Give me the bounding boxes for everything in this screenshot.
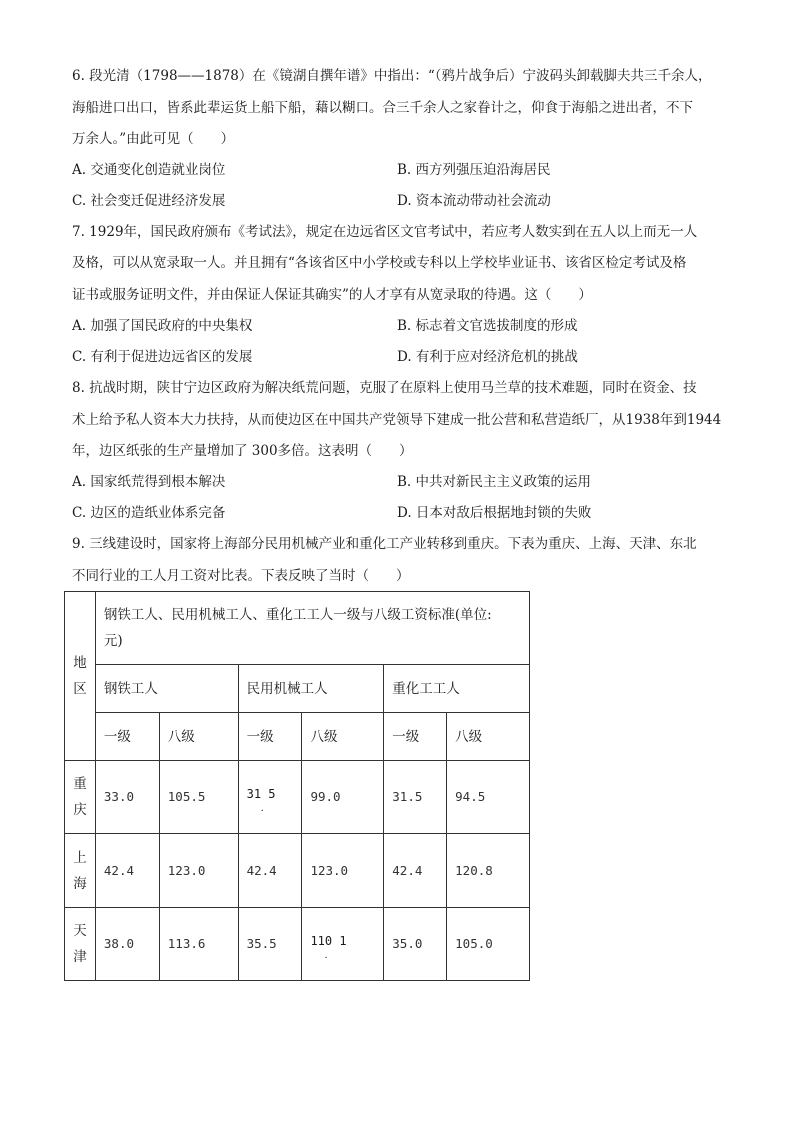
q6-stem-line-1: 6. 段光清（1798——1878）在《镜湖自撰年谱》中指出：“（鸦片战争后）宁波码头卸载脚夫共三千余人， <box>72 68 712 84</box>
q7-option-a[interactable]: A. 加强了国民政府的中央集权 <box>72 318 253 334</box>
region-char: 上 <box>73 849 87 866</box>
value-cell: 94.5 <box>447 761 530 834</box>
value-cell: 105.5 <box>159 761 238 834</box>
region-char: 天 <box>73 923 87 939</box>
table-title-line-1: 钢铁工人、民用机械工人、重化工工人一级与八级工资标准(单位: <box>103 607 492 623</box>
value-cell: 35.5 <box>238 908 302 981</box>
table-row-shanghai <box>65 834 530 908</box>
value-cell: 42.4 <box>95 834 159 908</box>
region-char: 重 <box>73 776 87 792</box>
region-char: 津 <box>73 949 87 965</box>
region-header-char-2: 区 <box>73 681 87 697</box>
region-header-cell <box>65 592 96 761</box>
level-header-cell: 一级 <box>238 713 302 761</box>
region-char: 海 <box>73 875 87 892</box>
group-steel: 钢铁工人 <box>95 665 238 713</box>
q6-option-d[interactable]: D. 资本流动带动社会流动 <box>397 193 551 209</box>
group-civil-machinery: 民用机械工人 <box>238 665 384 713</box>
value-cell: 42.4 <box>238 834 302 908</box>
table-row-chongqing <box>65 761 530 834</box>
region-cell <box>65 761 96 834</box>
q6-stem-line-2: 海船进口出口，皆系此辈运货上船下船，藉以糊口。合三千余人之家眷计之，仰食于海船之进出者，不下 <box>72 100 693 116</box>
decimal-dot: · <box>260 806 264 817</box>
region-cell <box>65 834 96 908</box>
value-cell-misprinted <box>302 908 384 981</box>
decimal-dot: · <box>324 953 328 964</box>
table-title-row <box>65 592 530 665</box>
value-cell: 38.0 <box>95 908 159 981</box>
value-cell: 35.0 <box>384 908 447 981</box>
value-cell-misprinted <box>238 761 302 834</box>
q9-stem-line-1: 9. 三线建设时，国家将上海部分民用机械产业和重化工产业转移到重庆。下表为重庆、上海、天津、东北 <box>72 536 697 552</box>
q7-stem-line-3: 证书或服务证明文件，并由保证人保证其确实”的人才享有从宽录取的待遇。这（ ） <box>72 287 592 303</box>
q8-option-d[interactable]: D. 日本对敌后根据地封锁的失败 <box>397 505 592 521</box>
table-row-tianjin <box>65 908 530 981</box>
q8-option-a[interactable]: A. 国家纸荒得到根本解决 <box>72 474 226 490</box>
q8-stem-line-2: 术上给予私人资本大力扶持，从而使边区在中国共产党领导下建成一批公营和私营造纸厂，从1938年到1944 <box>72 412 722 428</box>
q7-stem-line-2: 及格，可以从宽录取一人。并且拥有“各该省区中小学校或专科以上学校毕业证书、该省区检定考试及格 <box>72 255 687 271</box>
q7-option-c[interactable]: C. 有利于促进边远省区的发展 <box>72 349 253 365</box>
q7-stem-line-1: 7. 1929年，国民政府颁布《考试法》，规定在边远省区文官考试中，若应考人数实到在五人以上而无一人 <box>72 224 698 240</box>
region-header-char-1: 地 <box>73 655 87 671</box>
value-cell: 113.6 <box>159 908 238 981</box>
q6-option-c[interactable]: C. 社会变迁促进经济发展 <box>72 193 226 209</box>
q6-option-a[interactable]: A. 交通变化创造就业岗位 <box>72 162 226 178</box>
q6-stem-line-3: 万余人。”由此可见（ ） <box>72 131 235 147</box>
region-cell <box>65 908 96 981</box>
value-cell: 123.0 <box>159 834 238 908</box>
group-header-row <box>65 665 530 713</box>
table-title-line-2: 元) <box>103 633 123 649</box>
level-header-cell: 一级 <box>95 713 159 761</box>
q6-option-b[interactable]: B. 西方列强压迫沿海居民 <box>397 162 551 178</box>
group-heavy-chemical: 重化工工人 <box>384 665 530 713</box>
q8-option-c[interactable]: C. 边区的造纸业体系完备 <box>72 505 226 521</box>
level-header-cell: 八级 <box>302 713 384 761</box>
q7-option-b[interactable]: B. 标志着文官选拔制度的形成 <box>397 318 578 334</box>
level-header-cell: 八级 <box>159 713 238 761</box>
value-text: 110 1 <box>310 934 347 948</box>
q9-stem-line-2: 不同行业的工人月工资对比表。下表反映了当时（ ） <box>72 568 410 584</box>
region-char: 庆 <box>73 802 87 818</box>
value-text: 31 5 <box>246 787 276 801</box>
wage-table <box>64 591 530 981</box>
value-cell: 33.0 <box>95 761 159 834</box>
value-cell: 31.5 <box>384 761 447 834</box>
level-header-cell: 一级 <box>384 713 447 761</box>
q7-option-d[interactable]: D. 有利于应对经济危机的挑战 <box>397 349 578 365</box>
table-title-cell <box>95 592 529 665</box>
level-header-cell: 八级 <box>447 713 530 761</box>
value-cell: 42.4 <box>384 834 447 908</box>
value-cell: 99.0 <box>302 761 384 834</box>
q8-stem-line-1: 8. 抗战时期，陕甘宁边区政府为解决纸荒问题，克服了在原料上使用马兰草的技术难题，同时在资金、技 <box>72 380 697 396</box>
value-cell: 105.0 <box>447 908 530 981</box>
q8-option-b[interactable]: B. 中共对新民主主义政策的运用 <box>397 474 592 490</box>
value-cell: 123.0 <box>302 834 384 908</box>
level-header-row <box>65 713 530 761</box>
q8-stem-line-3: 年，边区纸张的生产量增加了 300多倍。这表明（ ） <box>72 443 413 459</box>
value-cell: 120.8 <box>447 834 530 908</box>
